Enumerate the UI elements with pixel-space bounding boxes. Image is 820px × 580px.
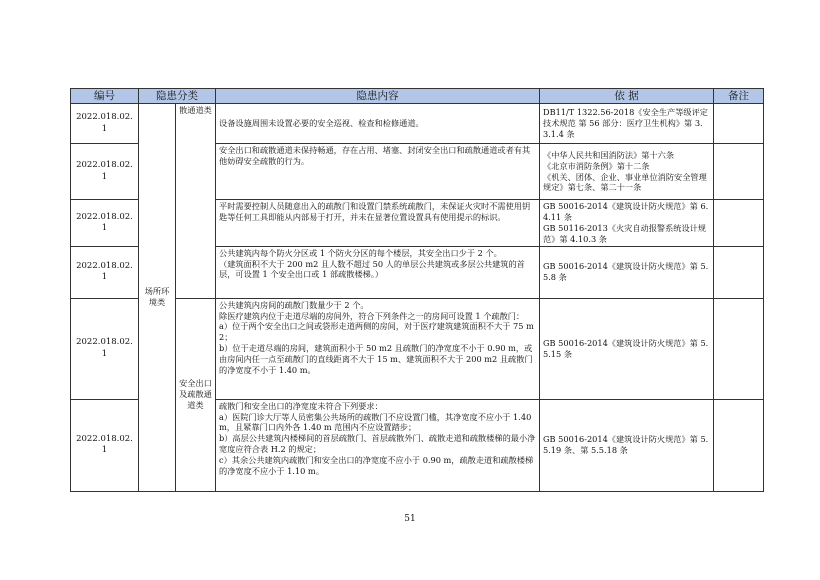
row-id: 2022.018.02.1 xyxy=(71,144,139,200)
row-content xyxy=(216,246,540,298)
basis-line: 《北京市消防条例》第十二条 xyxy=(543,160,650,171)
header-basis: 依 据 xyxy=(540,89,714,104)
category-main: 场所环境类 xyxy=(139,104,176,492)
content-line: 公共建筑内每个防火分区或 1 个防火分区的每个楼层，其安全出口少于 2 个。 xyxy=(219,247,502,258)
content-line: （建筑面积不大于 200 m2 且人数不超过 50 人的单层公共建筑或多层公共建筑的首层，可设置 1 个安全出口或 1 部疏散楼梯。） xyxy=(219,258,525,280)
row-remark xyxy=(714,298,764,399)
basis-line: DB11/T 1322.56-2018《安全生产等级评定技术规范 第 56 部分：医疗卫生机构》第 3.3.1.4 条 xyxy=(543,107,708,139)
hazard-table xyxy=(70,88,764,492)
content-line: 公共建筑内房间的疏散门数量少于 2 个。 xyxy=(219,299,369,310)
row-remark xyxy=(714,144,764,200)
row-content xyxy=(216,298,540,399)
content-line: a）位于两个安全出口之间或袋形走道两侧的房间，对于医疗建筑建筑面积不大于 75 m2； xyxy=(219,321,534,343)
row-id: 2022.018.02.1 xyxy=(71,200,139,247)
basis-line: 《中华人民共和国消防法》第十六条 xyxy=(543,149,675,160)
content-line: 安全出口和疏散通道未保持畅通，存在占用、堵塞、封闭安全出口和疏散通道或者有其他妨碍安全疏散的行为。 xyxy=(219,145,531,166)
row-basis xyxy=(540,399,714,491)
content-line: 疏散门和安全出口的净宽度未符合下列要求： xyxy=(219,400,383,411)
header-row xyxy=(71,89,764,104)
content-line: 设备设施周围未设置必要的安全巡视、检查和检修通道。 xyxy=(219,118,424,129)
row-remark xyxy=(714,246,764,298)
row-basis xyxy=(540,200,714,247)
content-line: b）高层公共建筑内楼梯间的首层疏散门、首层疏散外门、疏散走道和疏散楼梯的最小净宽度应符合表 H.2 的规定； xyxy=(219,433,536,455)
basis-line: GB 50016-2014《建筑设计防火规范》第 5.5.19 条、第 5.5.18 条 xyxy=(543,434,709,456)
header-id: 编号 xyxy=(71,89,139,104)
content-line: b）位于走道尽端的房间，建筑面积小于 50 m2 且疏散门的净宽度不小于 0.90 m，或由房间内任一点至疏散门的直线距离不大于 15 m、建筑面积不大于 200 m2 且疏散门的净宽度不小于 1.40 m。 xyxy=(219,343,533,376)
content-line: 平时需要控制人员随意出入的疏散门和设置门禁系统疏散门，未保证火灾时不需使用钥匙等任何工具即能从内部易于打开，并未在显著位置设置具有使用提示的标识。 xyxy=(219,201,531,222)
header-category: 隐患分类 xyxy=(139,89,216,104)
page-number: 51 xyxy=(404,514,416,524)
row-basis xyxy=(540,104,714,144)
row-content xyxy=(216,399,540,491)
basis-line: 《机关、团体、企业、事业单位消防安全管理规定》第七条、第二十一条 xyxy=(543,171,707,193)
row-content xyxy=(216,200,540,247)
row-remark xyxy=(714,200,764,247)
basis-line: GB 50016-2014《建筑设计防火规范》第 6.4.11 条 xyxy=(543,201,709,222)
row-id: 2022.018.02.1 xyxy=(71,399,139,491)
header-remark: 备注 xyxy=(714,89,764,104)
row-basis xyxy=(540,246,714,298)
row-id: 2022.018.02.1 xyxy=(71,246,139,298)
row-content xyxy=(216,144,540,200)
row-id: 2022.018.02.1 xyxy=(71,298,139,399)
basis-line: GB 50016-2014《建筑设计防火规范》第 5.5.15 条 xyxy=(543,337,709,359)
row-content xyxy=(216,104,540,144)
row-remark xyxy=(714,399,764,491)
basis-line: GB 50016-2014《建筑设计防火规范》第 5.5.8 条 xyxy=(543,261,709,283)
subcategory-exit: 安全出口及疏散通道类 xyxy=(176,298,216,491)
header-content: 隐患内容 xyxy=(216,89,540,104)
content-line: c）其余公共建筑内疏散门和安全出口的净宽度不应小于 0.90 m，疏散走道和疏散楼梯的净宽度不应小于 1.10 m。 xyxy=(219,455,534,477)
row-remark xyxy=(714,104,764,144)
subcategory-evacuation: 散通道类 xyxy=(176,104,216,299)
row-id: 2022.018.02.1 xyxy=(71,104,139,144)
content-line: a）医院门诊大厅等人员密集公共场所的疏散门不应设置门槛，其净宽度不应小于 1.40 m，且紧靠门口内外各 1.40 m 范围内不应设置踏步； xyxy=(219,411,532,433)
basis-line: GB 50116-2013《火灾自动报警系统设计规范》第 4.10.3 条 xyxy=(543,222,707,244)
content-line: 除医疗建筑内位于走道尽端的房间外，符合下列条件之一的房间可设置 1 个疏散门： xyxy=(219,310,525,321)
table-row xyxy=(71,104,764,144)
row-basis xyxy=(540,298,714,399)
row-basis xyxy=(540,144,714,200)
